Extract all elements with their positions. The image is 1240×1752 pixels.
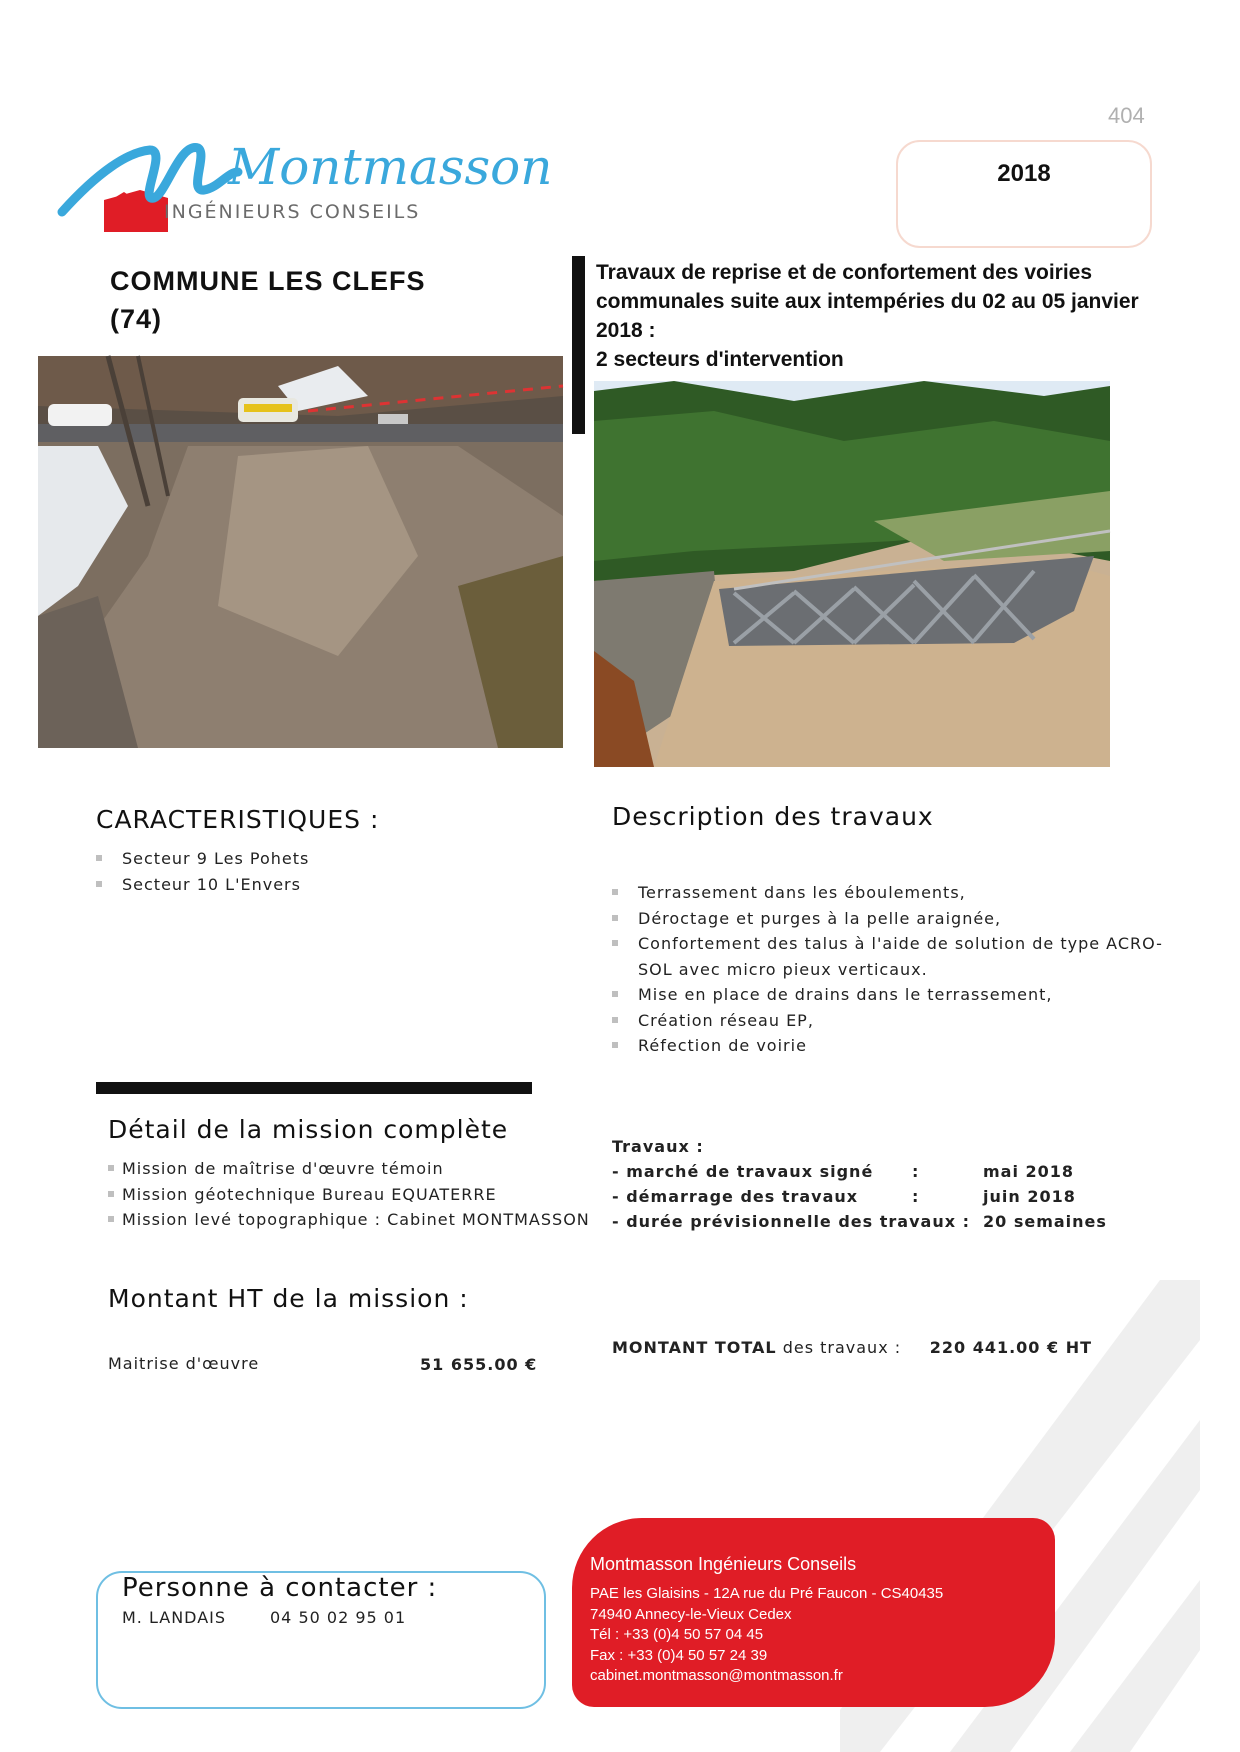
montant-value: 51 655.00 € [420, 1355, 538, 1374]
commune-title [110, 262, 426, 338]
travaux-heading: Travaux : [612, 1137, 704, 1156]
list-item: Terrassement dans les éboulements, [612, 880, 1182, 906]
list-item: Mise en place de drains dans le terrassement, [612, 982, 1182, 1008]
list-item: Mission levé topographique : Cabinet MONTMASSON [108, 1207, 590, 1233]
mission-list [108, 1156, 590, 1233]
list-item: Confortement des talus à l'aide de solution de type ACRO-SOL avec micro pieux verticaux. [612, 931, 1182, 982]
total-amount [612, 1335, 1092, 1360]
company-fax: Fax : +33 (0)4 50 57 24 39 [590, 1646, 768, 1664]
description-list [612, 880, 1182, 1059]
caracteristiques-title: CARACTERISTIQUES : [96, 805, 380, 834]
list-item: Création réseau EP, [612, 1008, 1182, 1034]
year-box [896, 140, 1152, 248]
company-email[interactable]: cabinet.montmasson@montmasson.fr [590, 1667, 843, 1684]
total-value: 220 441.00 € HT [929, 1338, 1093, 1357]
contact-name: M. LANDAIS [122, 1608, 227, 1627]
logo-graphic [58, 132, 553, 242]
address-city: 74940 Annecy-le-Vieux Cedex [590, 1605, 792, 1623]
retaining-wall-photo [594, 381, 1110, 767]
address-line: PAE les Glaisins - 12A rue du Pré Faucon - CS40435 [590, 1585, 944, 1602]
travaux-sep: : [912, 1187, 920, 1206]
list-item: Réfection de voirie [612, 1033, 1182, 1059]
company-address [590, 1584, 943, 1687]
logo-brand-text: Montmasson [228, 138, 553, 196]
section-divider-bar [96, 1082, 532, 1094]
travaux-label: - marché de travaux signé [612, 1162, 874, 1181]
description-title: Description des travaux [612, 802, 934, 831]
year-label: 2018 [997, 160, 1051, 187]
commune-name: COMMUNE LES CLEFS [110, 266, 426, 296]
total-label-bold: MONTANT TOTAL [612, 1338, 777, 1357]
contact-title: Personne à contacter : [122, 1573, 438, 1603]
landslide-photo [38, 356, 563, 748]
travaux-sep: : [912, 1162, 920, 1181]
company-name: Montmasson Ingénieurs Conseils [590, 1554, 857, 1574]
logo-tagline: INGÉNIEURS CONSEILS [164, 201, 421, 223]
travaux-label: - démarrage des travaux [612, 1187, 859, 1206]
caracteristiques-list [96, 846, 309, 897]
table-row [612, 1209, 1172, 1234]
list-item: Secteur 10 L'Envers [96, 872, 309, 898]
travaux-label: - durée prévisionnelle des travaux : [612, 1212, 970, 1231]
contact-phone[interactable]: 04 50 02 95 01 [270, 1608, 407, 1627]
travaux-table [612, 1159, 1172, 1234]
list-item: Secteur 9 Les Pohets [96, 846, 309, 872]
travaux-value: juin 2018 [983, 1187, 1076, 1206]
mission-title: Détail de la mission complète [108, 1115, 509, 1144]
company-info-box [572, 1518, 1055, 1707]
total-label-rest: des travaux : [776, 1338, 902, 1357]
travaux-value: 20 semaines [983, 1212, 1107, 1231]
table-row [612, 1159, 1172, 1184]
list-item: Déroctage et purges à la pelle araignée, [612, 906, 1182, 932]
page-number: 404 [1108, 103, 1145, 128]
travaux-value: mai 2018 [983, 1162, 1075, 1181]
table-row [612, 1184, 1172, 1209]
company-tel: Tél : +33 (0)4 50 57 04 45 [590, 1626, 764, 1643]
list-item: Mission de maîtrise d'œuvre témoin [108, 1156, 590, 1182]
montant-label: Maitrise d'œuvre [108, 1354, 260, 1373]
project-subtitle: 2 secteurs d'intervention [596, 348, 844, 371]
montant-title: Montant HT de la mission : [108, 1284, 469, 1313]
title-accent-bar [572, 256, 585, 434]
list-item: Mission géotechnique Bureau EQUATERRE [108, 1182, 590, 1208]
project-title: Travaux de reprise et de confortement des voiries communales suite aux intempéries du 02 au 05 janvier 2018 : [596, 261, 1139, 342]
company-logo [58, 132, 553, 242]
commune-dept: (74) [110, 304, 163, 334]
